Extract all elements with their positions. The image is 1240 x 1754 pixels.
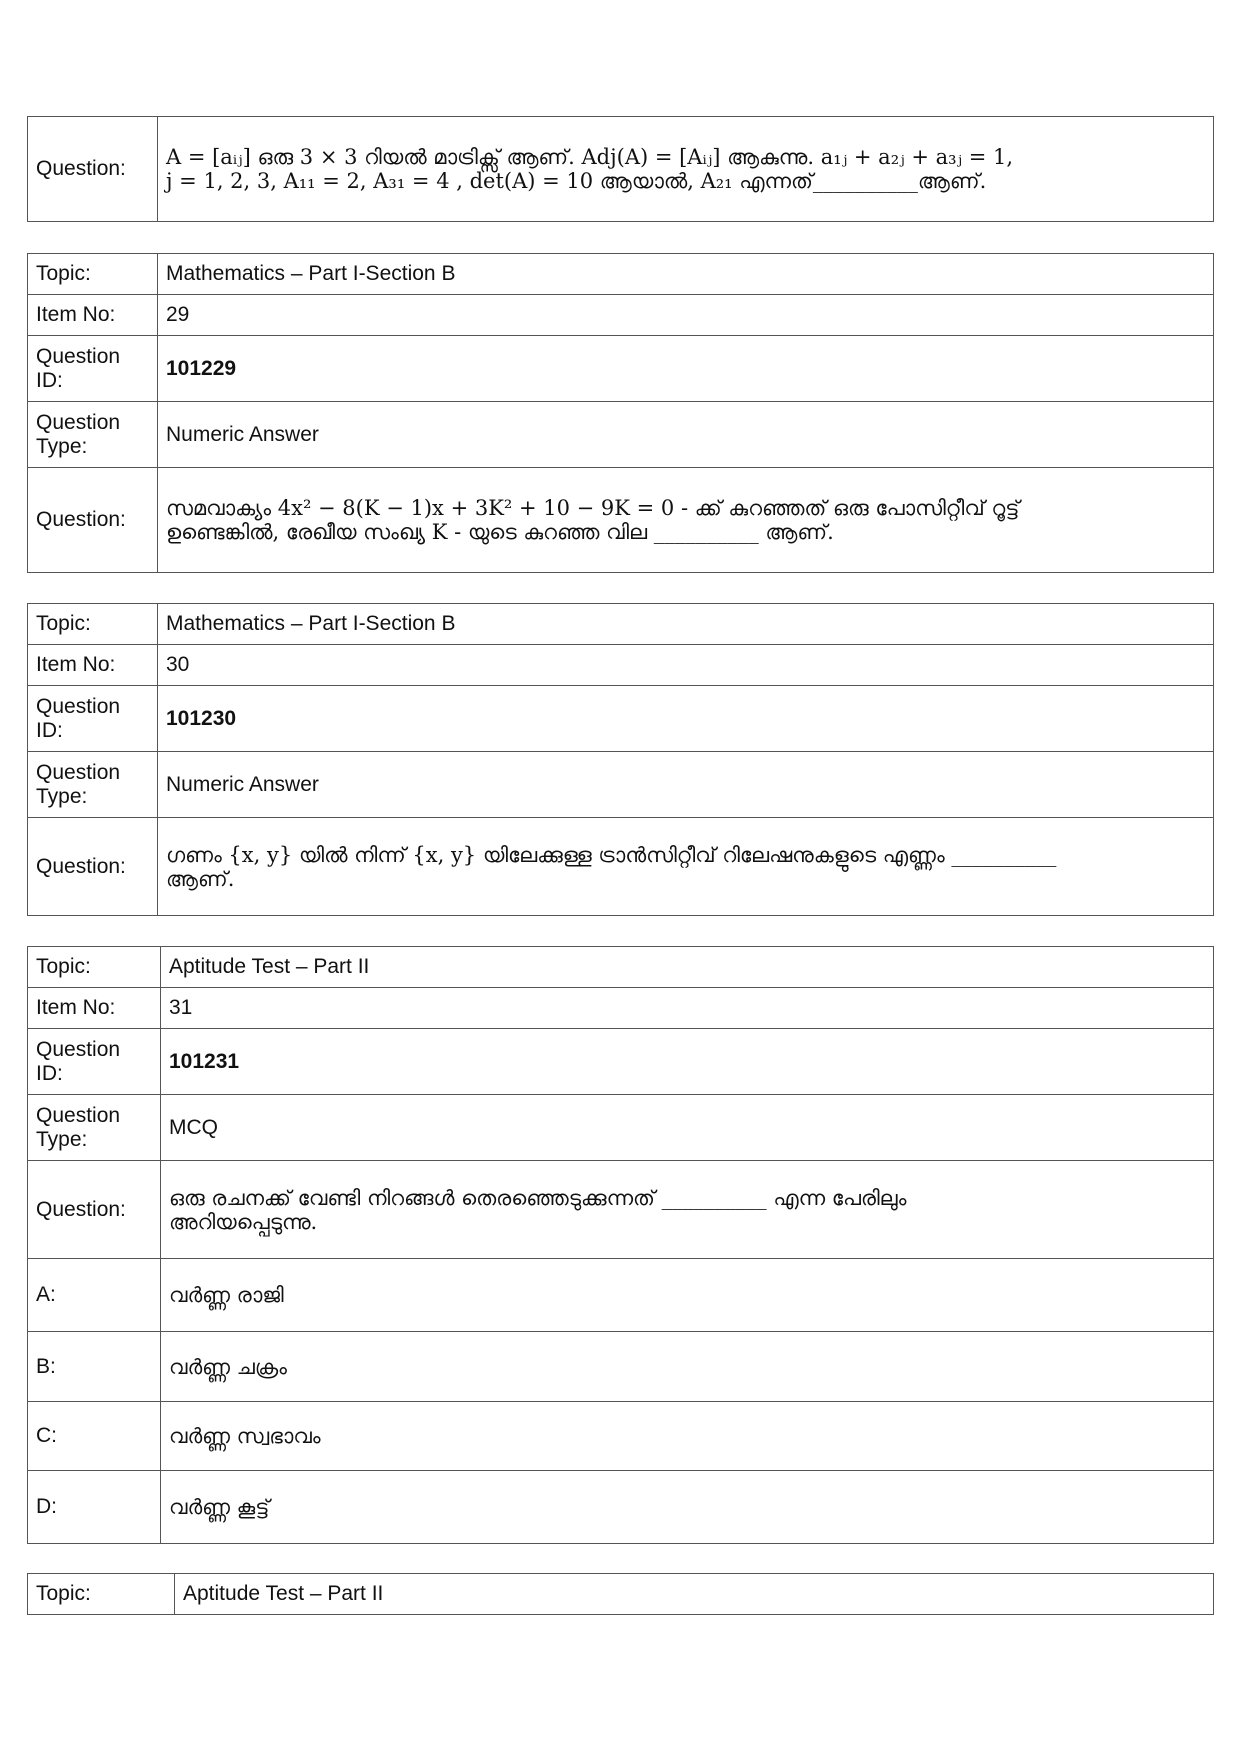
- question-id-label: Question ID:: [28, 1029, 161, 1095]
- question-line-1: സമവാക്യം 4x² − 8(K − 1)x + 3K² + 10 − 9K = 0 - ക്ക് കുറഞ്ഞത് ഒരു പോസിറ്റീവ് റൂട്ട്: [166, 496, 1020, 520]
- item-no-value: 30: [158, 645, 1214, 686]
- topic-label: Topic:: [28, 1574, 175, 1615]
- question-text: [158, 117, 1214, 222]
- item-no-label: Item No:: [28, 645, 158, 686]
- previous-question-block: [27, 116, 1214, 222]
- question-id-label: Question ID:: [28, 686, 158, 752]
- question-id-value: 101231: [161, 1029, 1214, 1095]
- question-block-31: [27, 946, 1214, 1544]
- option-b-label: B:: [28, 1332, 161, 1402]
- question-block-29: [27, 253, 1214, 573]
- question-text: [161, 1161, 1214, 1259]
- question-text: [158, 468, 1214, 573]
- question-line-1: ഒരു രചനക്ക് വേണ്ടി നിറങ്ങൾ തെരഞ്ഞെടുക്കുന്നത് __________ എന്ന പേരിലും: [169, 1185, 907, 1210]
- option-a-label: A:: [28, 1259, 161, 1332]
- option-d-text: വർണ്ണ കൂട്ട്: [161, 1471, 1214, 1544]
- question-id-label: Question ID:: [28, 336, 158, 402]
- question-id-value: 101229: [158, 336, 1214, 402]
- question-text: [158, 818, 1214, 916]
- question-block-30: [27, 603, 1214, 916]
- question-type-value: Numeric Answer: [158, 402, 1214, 468]
- question-type-label: Question Type:: [28, 402, 158, 468]
- item-no-value: 31: [161, 988, 1214, 1029]
- option-d-label: D:: [28, 1471, 161, 1544]
- question-line-2: j = 1, 2, 3, A₁₁ = 2, A₃₁ = 4 , det(A) = 10 ആയാൽ, A₂₁ എന്നത്__________ആണ്.: [166, 169, 987, 193]
- question-line-1: ഗണം {x, y} യിൽ നിന്ന് {x, y} യിലേക്കുള്ള ട്രാൻസിറ്റീവ് റിലേഷനുകളുടെ എണ്ണം __________: [166, 842, 1057, 867]
- option-a-text: വർണ്ണ രാജി: [161, 1259, 1214, 1332]
- question-line-2: അറിയപ്പെടുന്നു.: [169, 1209, 318, 1234]
- question-label: Question:: [28, 1161, 161, 1259]
- topic-value: Aptitude Test – Part II: [175, 1574, 1214, 1615]
- topic-label: Topic:: [28, 254, 158, 295]
- question-label: Question:: [28, 468, 158, 573]
- option-c-text: വർണ്ണ സ്വഭാവം: [161, 1402, 1214, 1471]
- question-block-next: [27, 1573, 1214, 1615]
- option-c-label: C:: [28, 1402, 161, 1471]
- item-no-label: Item No:: [28, 988, 161, 1029]
- topic-value: Mathematics – Part I-Section B: [158, 604, 1214, 645]
- question-line-2: ഉണ്ടെങ്കിൽ, രേഖീയ സംഖ്യ K - യുടെ കുറഞ്ഞ വില __________ ആണ്.: [166, 520, 834, 544]
- question-line-2: ആണ്.: [166, 866, 235, 891]
- topic-value: Mathematics – Part I-Section B: [158, 254, 1214, 295]
- topic-value: Aptitude Test – Part II: [161, 947, 1214, 988]
- question-label: Question:: [28, 117, 158, 222]
- question-type-label: Question Type:: [28, 1095, 161, 1161]
- question-type-value: MCQ: [161, 1095, 1214, 1161]
- topic-label: Topic:: [28, 947, 161, 988]
- question-type-label: Question Type:: [28, 752, 158, 818]
- question-label: Question:: [28, 818, 158, 916]
- topic-label: Topic:: [28, 604, 158, 645]
- item-no-value: 29: [158, 295, 1214, 336]
- option-b-text: വർണ്ണ ചക്രം: [161, 1332, 1214, 1402]
- question-id-value: 101230: [158, 686, 1214, 752]
- question-line-1: A = [aᵢⱼ] ഒരു 3 × 3 റിയൽ മാട്രിക്സ് ആണ്. Adj(A) = [Aᵢⱼ] ആകുന്നു. a₁ⱼ + a₂ⱼ + a₃ⱼ = 1,: [166, 145, 1014, 169]
- item-no-label: Item No:: [28, 295, 158, 336]
- question-type-value: Numeric Answer: [158, 752, 1214, 818]
